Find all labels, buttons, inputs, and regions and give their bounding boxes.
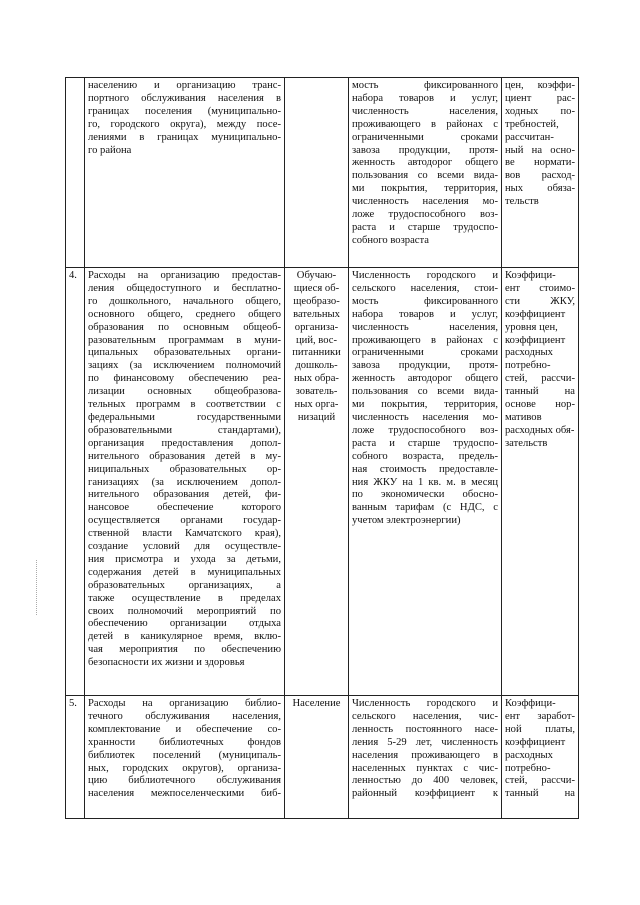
indicator-cell: Население (285, 696, 349, 819)
factors-cell: мость фиксированного набора товаров и услуг, численность населения, проживающего в районах с ограниченными сроками завоза продукции, протя- женность автодорог общего пользования со всеми вида- ми покрытия, территория, численность населения мо- ложе трудоспособного воз- раста и старше трудоспо- собного возраста (349, 78, 502, 268)
factors-cell: Численность городского и сельского населения, стои- мость фиксированного набора товаров и услуг, численность населения, проживающего в районах с ограниченными сроками завоза продукции, протя- женность автодорог общего пользования со всеми вида- ми покрытия, территория, численность населения мо- ложе трудоспособного воз- раста и старше трудоспо- собного возраста, предель- ная стоимость предоставле- ния ЖКУ на 1 кв. м. в месяц по экономически обосно- ванным тарифам (с НДС, с учетом электроэнергии) (349, 268, 502, 696)
table-row (66, 268, 579, 696)
row-number: 4. (66, 268, 85, 696)
table-row (66, 696, 579, 819)
expense-description: населению и организацию транс- портного обслуживания населения в границах поселения (муниципально- го, городского округа), между посе- лениями в границах муниципально- го района (85, 78, 285, 268)
indicator-cell (285, 78, 349, 268)
factors-cell: Численность городского и сельского населения, чис- ленность постоянного насе- ления 5-29 лет, численность населения проживающего в населенных пунктах с чис- ленностью до 400 человек, районный коэффициент к (349, 696, 502, 819)
coefficient-cell: Коэффици- ент стоимо- сти ЖКУ, коэффициент уровня цен, коэффициент расходных потребно- стей, рассчи- танный на основе нор- мативов расходных обя- зательств (502, 268, 579, 696)
expense-description: Расходы на организацию предостав- ления общедоступного и бесплатно- го дошкольного, начального общего, основного общего, среднего общего образования по основным общеоб- разовательным программам в муни- ципальных образовательных органи- зациях (за исключением полномочий по финансовому обеспечению реа- лизации основных общеобразова- тельных программ в соответствии с федеральными государственными образовательными стандартами), организация предоставления допол- нительного образования детей в му- ниципальных образовательных ор- ганизациях (за исключением допол- нительного образования детей, фи- нансовое обеспечение которого осуществляется органами государ- ственной власти Камчатского края), создание условий для осуществле- ния присмотра и ухода за детьми, содержания детей в муниципальных образовательных организациях, а также осуществление в пределах своих полномочий мероприятий по обеспечению организации отдыха детей в каникулярное время, вклю- чая мероприятия по обеспечению безопасности их жизни и здоровья (85, 268, 285, 696)
row-number: 5. (66, 696, 85, 819)
row-number (66, 78, 85, 268)
expense-description: Расходы на организацию библио- течного обслуживания населения, комплектование и обеспечение со- хранности библиотечных фондов библиотек поселений (муниципаль- ных, городских округов), организа- цию библиотечного обслуживания населения межпоселенческими биб- (85, 696, 285, 819)
indicator-cell: Обучаю- щиеся об- щеобразо- вательных организа- ций, вос- питанники дошколь- ных обра- зователь- ных орга- низаций (285, 268, 349, 696)
expenditure-table (65, 77, 579, 819)
coefficient-cell: Коэффици- ент заработ- ной платы, коэффициент расходных потребно- стей, рассчи- танный на (502, 696, 579, 819)
coefficient-cell: цен, коэффи- циент рас- ходных по- требностей, рассчитан- ный на осно- ве нормати- вов расход- ных обяза- тельств (502, 78, 579, 268)
table-row (66, 78, 579, 268)
scan-artifact (36, 560, 38, 615)
